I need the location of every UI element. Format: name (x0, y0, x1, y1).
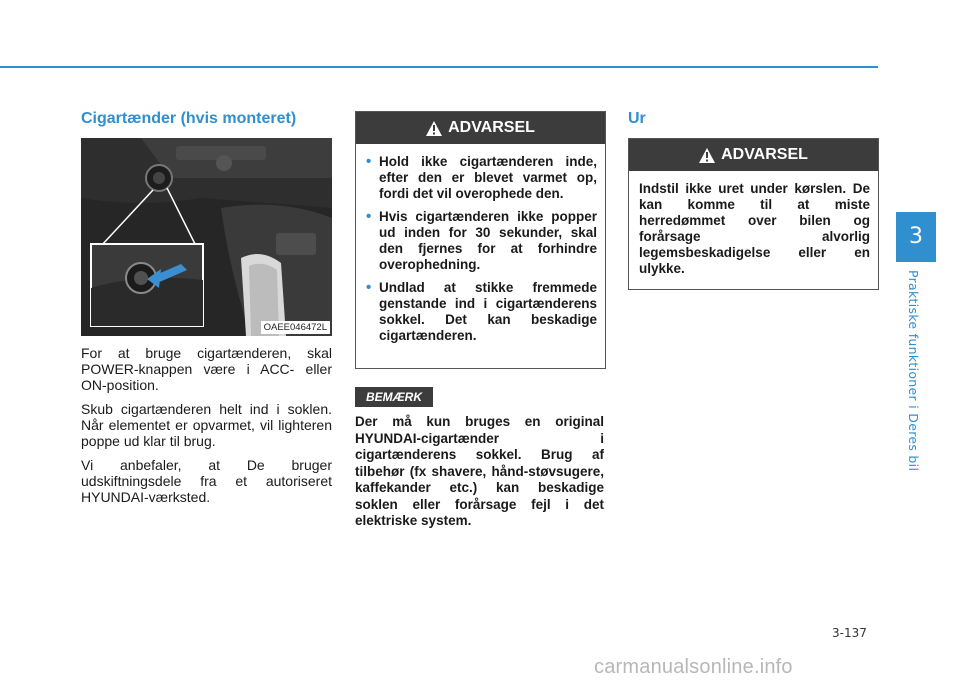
note-tag: BEMÆRK (355, 387, 433, 407)
lighter-instructions (81, 345, 332, 513)
section-title-clock: Ur (628, 110, 646, 127)
warning-item: • Hvis cigartænderen ikke popper ud inden for 30 sekunder, skal den fjernes for at forhindre overophedning. (366, 209, 597, 273)
warning-text: Indstil ikke uret under kørslen. De kan komme til at miste herredømmet over bilen og forårsage alvorlig legemsbeskadigelse eller en ulykke. (639, 181, 870, 276)
warning-triangle-icon (699, 148, 715, 163)
top-rule (0, 66, 878, 68)
warning-triangle-icon (426, 121, 442, 136)
page-number: 3-137 (832, 626, 867, 640)
chapter-tab: 3 (896, 212, 936, 262)
paragraph: For at bruge cigartænderen, skal POWER-knappen være i ACC- eller ON-position. (81, 345, 332, 393)
warning-header (629, 139, 878, 171)
warning-box-lighter (355, 111, 606, 369)
note-text: Der må kun bruges en original HYUNDAI-cigartænder i cigartænderens sokkel. Brug af tilbehør (fx shavere, hånd-støvsugere, kaffekander etc.) kan beskadige soklen eller forårsage fejl i det elektriske system. (355, 414, 604, 528)
warning-title: ADVARSEL (721, 146, 808, 163)
watermark: carmanualsonline.info (594, 656, 793, 678)
warning-item: • Undlad at stikke fremmede genstande ind i cigartænderens sokkel. Det kan beskadige cigartænderen. (366, 280, 597, 344)
figure-code: OAEE046472L (261, 321, 330, 334)
console-illustration (81, 138, 332, 336)
paragraph: Skub cigartænderen helt ind i soklen. Når elementet er opvarmet, vil lighteren poppe ud klar til brug. (81, 401, 332, 449)
warning-header (356, 112, 605, 144)
warning-title: ADVARSEL (448, 119, 535, 136)
lighter-figure (81, 138, 332, 336)
chapter-label (906, 270, 926, 470)
section-title-cigarette-lighter: Cigartænder (hvis monteret) (81, 110, 297, 127)
paragraph: Vi anbefaler, at De bruger udskiftningsdele fra et autoriseret HYUNDAI-værksted. (81, 457, 332, 505)
warning-item: • Hold ikke cigartænderen inde, efter den er blevet varmet op, fordi det vil overophede den. (366, 154, 597, 202)
chapter-label-text: Praktiske funktioner i Deres bil (906, 270, 921, 472)
warning-box-clock (628, 138, 879, 290)
